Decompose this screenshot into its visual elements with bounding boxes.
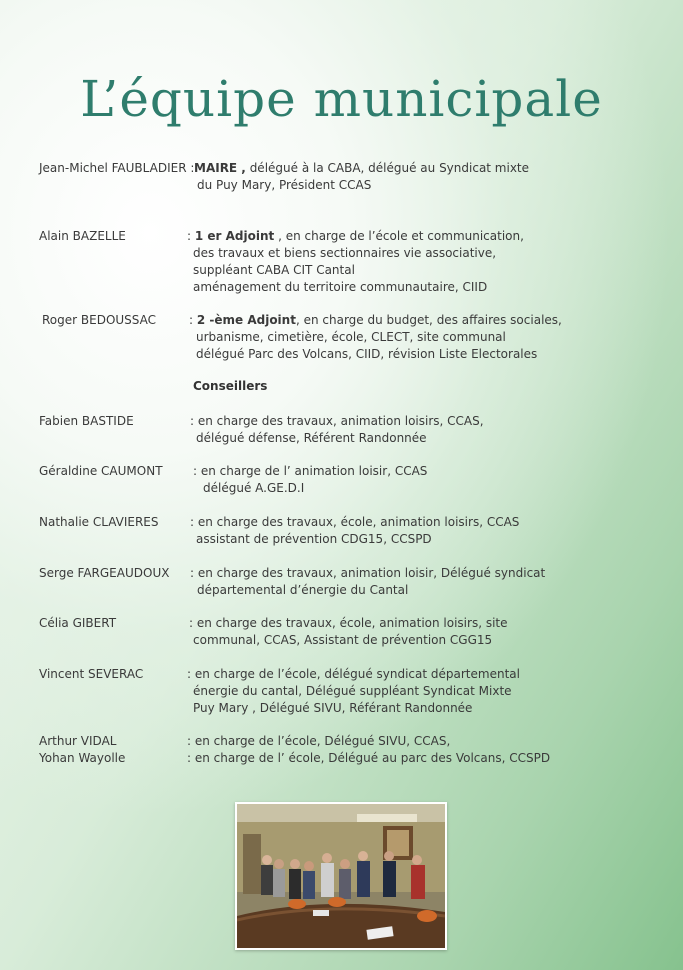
councillor-name: Yohan Wayolle — [39, 751, 126, 765]
group-photo-illustration — [237, 804, 445, 948]
councillor-role: : en charge de l’école, délégué syndicat départemental énergie du cantal, Délégué suppléant Syndicat Mixte Puy Mary , Délégué SIVU, Référant Randonnée — [187, 667, 520, 715]
member-name: Roger BEDOUSSAC — [42, 313, 157, 327]
member-title: 2 -ème Adjoint — [196, 313, 296, 327]
councillor-role: : en charge de l’école, Délégué SIVU, CCAS, — [187, 734, 451, 748]
councillor-role: : en charge des travaux, animation loisirs, CCAS, délégué défense, Référent Randonnée — [190, 414, 484, 445]
member-role — [194, 160, 529, 194]
councillor-role: : en charge des travaux, école, animation loisirs, CCAS assistant de prévention CDG15, CCSPD — [190, 515, 520, 546]
member-role-line: , en charge de l’école et communication, — [274, 229, 524, 243]
member-role-line: urbanisme, cimetière, école, CLECT, site communal — [196, 330, 506, 344]
member-role-line: , en charge du budget, des affaires sociales, — [295, 313, 562, 327]
councillor-name: Nathalie CLAVIERES — [39, 515, 159, 529]
councillors-heading: Conseillers — [193, 379, 268, 393]
councillor-role: : en charge de l’ école, Délégué au parc des Volcans, CCSPD — [187, 751, 551, 765]
member-role-line: des travaux et biens sectionnaires vie associative, — [193, 246, 497, 260]
member-title: MAIRE , — [194, 161, 246, 175]
member-role-line: aménagement du territoire communautaire, CIID — [193, 280, 488, 294]
page-title: L’équipe municipale — [80, 70, 603, 128]
member-title: 1 er Adjoint — [194, 229, 275, 243]
councillor-role: : en charge des travaux, animation loisir, Délégué syndicat départemental d’énergie du Cantal — [190, 566, 546, 597]
member-role-line: délégué Parc des Volcans, CIID, révision Liste Electorales — [196, 347, 538, 361]
member-name: Alain BAZELLE — [39, 229, 126, 243]
member-role-line: délégué à la CABA, délégué au Syndicat mixte — [245, 161, 530, 175]
councillor-name: Serge FARGEAUDOUX — [39, 566, 170, 580]
councillor-role: : en charge de l’ animation loisir, CCAS délégué A.GE.D.I — [193, 464, 428, 495]
member-role-line: suppléant CABA CIT Cantal — [193, 263, 355, 277]
councillor-name: Vincent SEVERAC — [39, 667, 144, 681]
team-group-photo — [235, 802, 447, 950]
councillor-name: Géraldine CAUMONT — [39, 464, 163, 478]
member-name: Jean-Michel FAUBLADIER : — [39, 161, 195, 175]
councillor-name: Fabien BASTIDE — [39, 414, 134, 428]
councillor-name: Célia GIBERT — [39, 616, 117, 630]
councillor-name: Arthur VIDAL — [39, 734, 117, 748]
member-role: : 1 er Adjoint , en charge de l’école et communication, des travaux et biens sectionnaires vie associative, suppléant CABA CIT Cantal aménagement du territoire communautaire, CIID — [187, 229, 524, 294]
councillor-role: : en charge des travaux, école, animation loisirs, site communal, CCAS, Assistant de prévention CGG15 — [189, 616, 508, 647]
member-role: : 2 -ème Adjoint, en charge du budget, des affaires sociales, urbanisme, cimetière, école, CLECT, site communal délégué Parc des Volcans, CIID, révision Liste Electorales — [189, 313, 562, 361]
member-role-line: du Puy Mary, Président CCAS — [197, 178, 372, 192]
